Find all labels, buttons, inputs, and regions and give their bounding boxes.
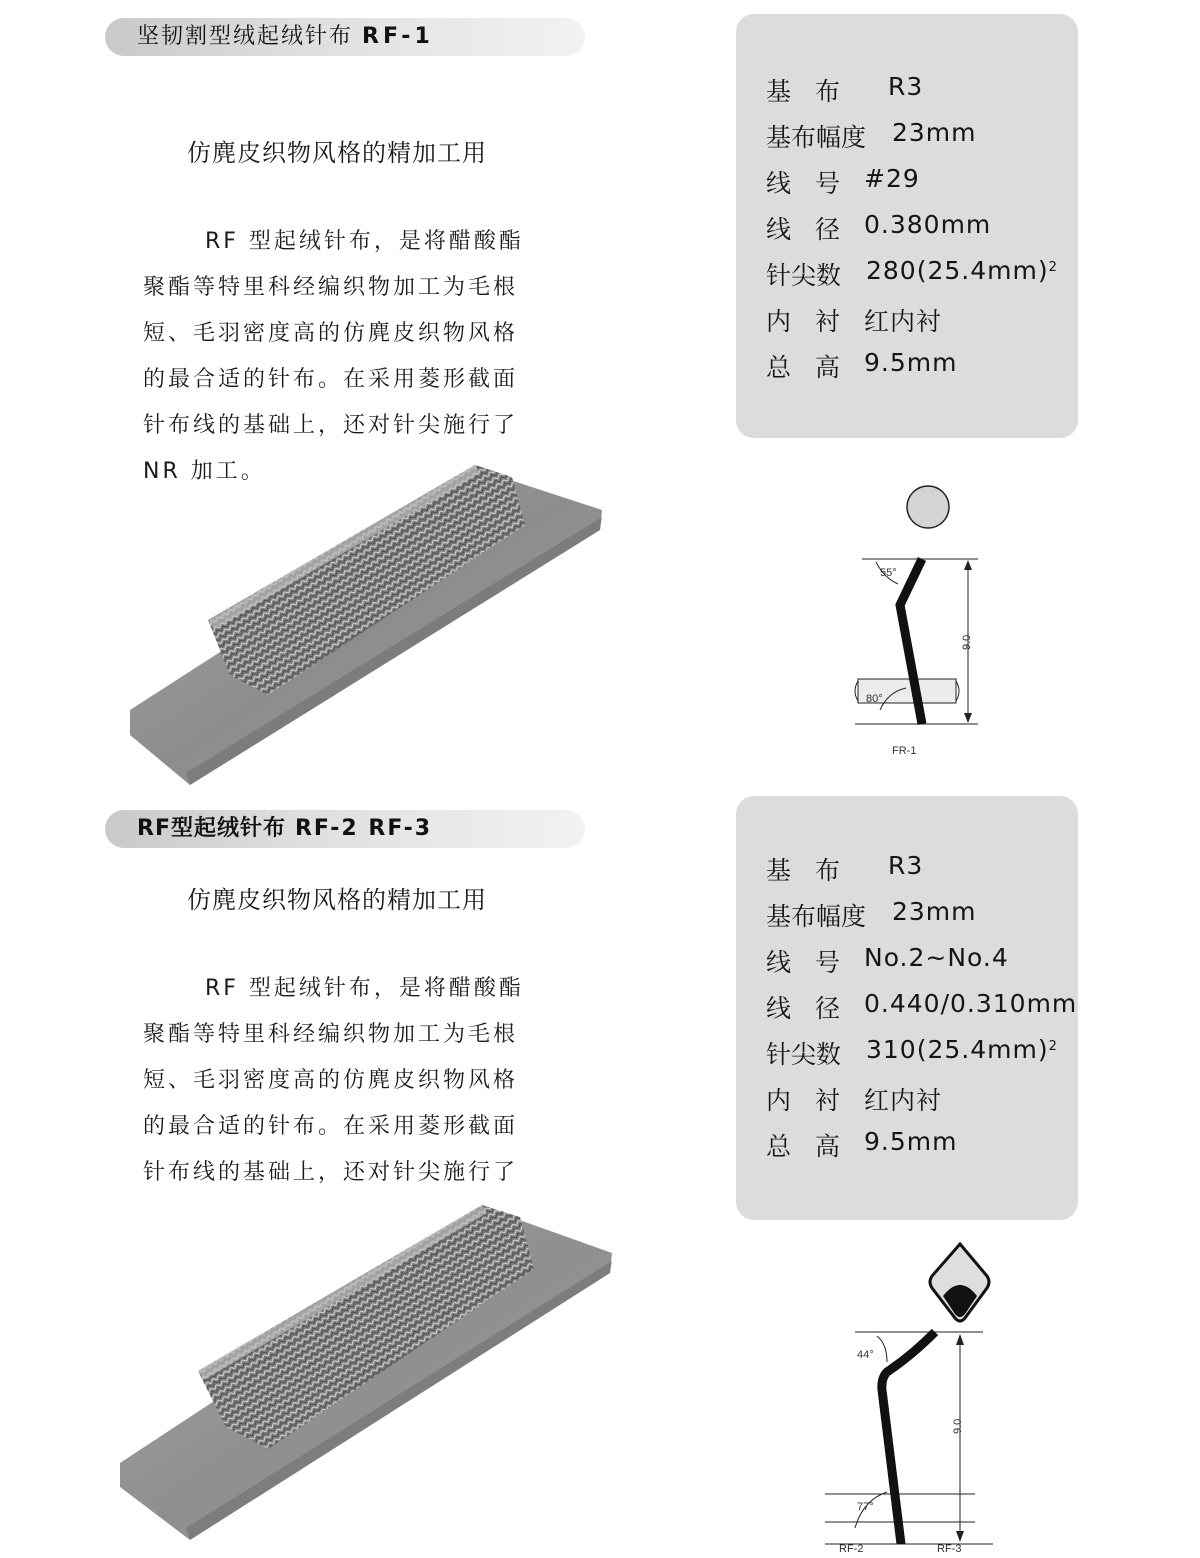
diagram-caption-left: RF-2 bbox=[839, 1543, 864, 1555]
subtitle: 仿麂皮织物风格的精加工用 bbox=[187, 139, 487, 167]
desc-line: 针布线的基础上，还对针尖施行了 bbox=[143, 1160, 519, 1185]
desc-line: 的最合适的针布。在采用菱形截面 bbox=[143, 367, 519, 392]
spec-row: 线 径 0.440/0.310mm bbox=[766, 989, 1078, 1023]
desc-line: RF 型起绒针布，是将醋酸酯 bbox=[205, 229, 524, 254]
spec-panel-rf2-rf3 bbox=[736, 796, 1078, 1220]
card-clothing-photo bbox=[120, 455, 610, 785]
spec-row: 线 径 0.380mm bbox=[766, 210, 992, 244]
title-cn: 坚韧割型绒起绒针布 bbox=[137, 24, 354, 49]
description bbox=[143, 966, 583, 1196]
diagram-caption: FR-1 bbox=[892, 745, 917, 757]
subtitle: 仿麂皮织物风格的精加工用 bbox=[187, 886, 487, 914]
spec-row: 内 衬 红内衬 bbox=[766, 1086, 943, 1115]
svg-text:9.0: 9.0 bbox=[952, 1418, 964, 1434]
desc-line: 聚酯等特里科经编织物加工为毛根 bbox=[143, 1022, 519, 1047]
desc-line: 短、毛羽密度高的仿麂皮织物风格 bbox=[143, 321, 519, 346]
card-clothing-photo bbox=[110, 1195, 620, 1540]
spec-row: 针尖数 $280(25.4mm)^2$ bbox=[766, 256, 1058, 290]
cross-section-circle bbox=[907, 486, 949, 528]
description bbox=[143, 219, 583, 495]
spec-row: 线 号 #29 bbox=[766, 164, 920, 198]
svg-text:44°: 44° bbox=[857, 1349, 874, 1361]
spec-row: 基 布 R3 bbox=[766, 72, 924, 106]
desc-line: NR 加工。 bbox=[143, 459, 266, 484]
product-title-rf1 bbox=[105, 18, 585, 56]
spec-row: 基布幅度 23mm bbox=[766, 897, 977, 931]
spec-row: 线 号 No.2~No.4 bbox=[766, 943, 1009, 977]
title-cn: RF型起绒针布 bbox=[137, 816, 286, 841]
desc-line: 的最合适的针布。在采用菱形截面 bbox=[143, 1114, 519, 1139]
product-title-rf2-rf3 bbox=[105, 810, 585, 848]
spec-panel-rf1 bbox=[736, 14, 1078, 438]
desc-line: 短、毛羽密度高的仿麂皮织物风格 bbox=[143, 1068, 519, 1093]
desc-line: RF 型起绒针布，是将醋酸酯 bbox=[205, 976, 524, 1001]
spec-row: 基 布 R3 bbox=[766, 851, 924, 885]
title-code: RF-2 RF-3 bbox=[294, 816, 433, 841]
desc-line: 聚酯等特里科经编织物加工为毛根 bbox=[143, 275, 519, 300]
spec-row: 针尖数 $310(25.4mm)^2$ bbox=[766, 1035, 1058, 1069]
needle-diagram-rf2-rf3 bbox=[815, 1238, 995, 1556]
needle-wire bbox=[882, 1332, 935, 1544]
spec-row: 总 高 9.5mm bbox=[766, 348, 958, 382]
spec-row: 总 高 9.5mm bbox=[766, 1127, 958, 1161]
spec-row: 基布幅度 23mm bbox=[766, 118, 977, 152]
svg-text:55°: 55° bbox=[880, 567, 897, 579]
spec-row: 内 衬 红内衬 bbox=[766, 307, 943, 336]
title-code: RF-1 bbox=[362, 24, 434, 49]
svg-text:77°: 77° bbox=[857, 1501, 874, 1513]
svg-text:80°: 80° bbox=[866, 693, 883, 705]
diagram-caption-right: RF-3 bbox=[937, 1543, 962, 1555]
needle-diagram-fr1 bbox=[840, 480, 1000, 760]
desc-line: 针布线的基础上，还对针尖施行了 bbox=[143, 413, 519, 438]
svg-text:9.0: 9.0 bbox=[961, 634, 973, 650]
